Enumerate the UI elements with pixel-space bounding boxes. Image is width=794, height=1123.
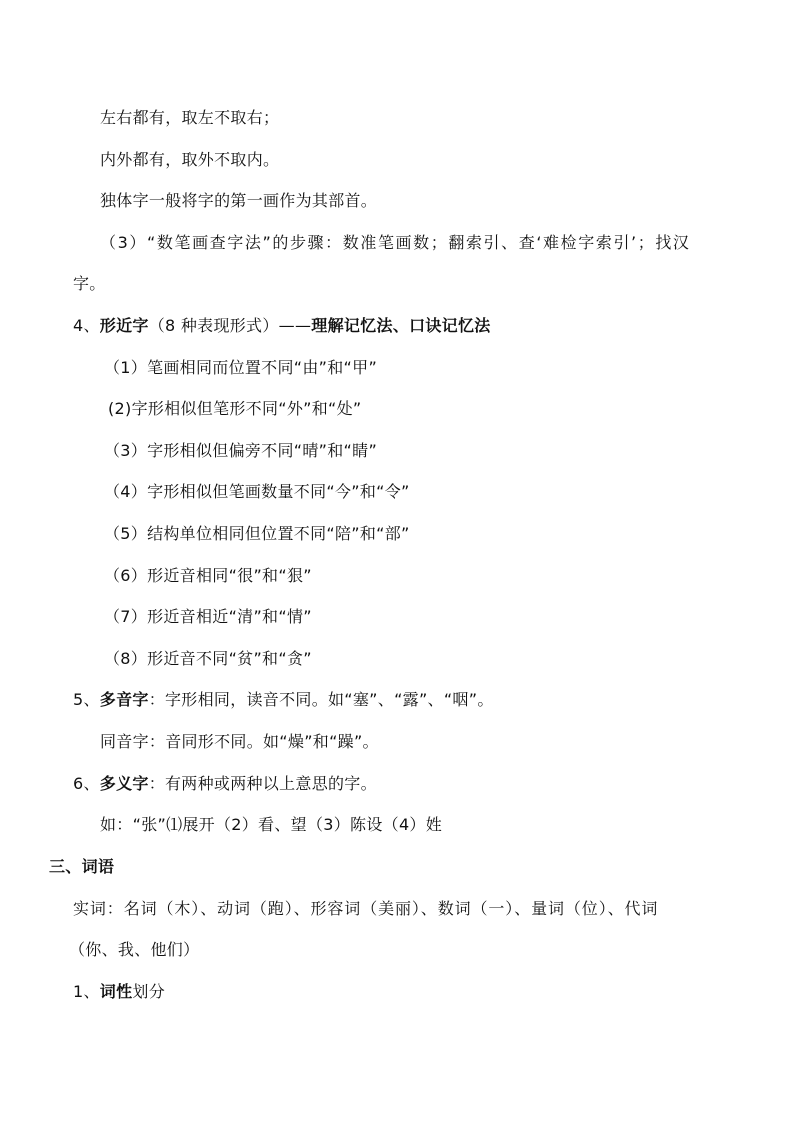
list-item: （3）字形相似但偏旁不同“晴”和“睛” bbox=[104, 441, 378, 460]
text-line-5: 字。 bbox=[73, 274, 106, 293]
list-item: （1）笔画相同而位置不同“由”和“甲” bbox=[104, 358, 378, 377]
list-item: （4）字形相似但笔画数量不同“今”和“令” bbox=[104, 482, 410, 501]
section-heading-6 bbox=[73, 773, 377, 795]
text-line-1: 左右都有，取左不取右； bbox=[100, 108, 280, 127]
list-item: （5）结构单位相同但位置不同“陪”和“部” bbox=[104, 524, 410, 543]
section-title-detail: （8 种表现形式）—— bbox=[148, 316, 312, 335]
list-item: （7）形近音相近“清”和“情” bbox=[104, 607, 312, 626]
text-line-21: （你、我、他们） bbox=[69, 940, 200, 959]
list-item: （6）形近音相同“很”和“狠” bbox=[104, 566, 312, 585]
section-title-bold: 多义字 bbox=[99, 774, 149, 793]
section-title-bold: 词性 bbox=[99, 982, 133, 1001]
section-heading-4 bbox=[73, 315, 491, 337]
section-title-method: 理解记忆法、口诀记忆法 bbox=[311, 316, 491, 335]
text-line-3: 独体字一般将字的第一画作为其部首。 bbox=[100, 191, 378, 210]
text-line-4: （3）“数笔画查字法”的步骤：数准笔画数；翻索引、查‘难检字索引’；找汉 bbox=[100, 233, 691, 252]
section-title-bold: 多音字 bbox=[99, 690, 149, 709]
list-item: （8）形近音不同“贫”和“贪” bbox=[104, 649, 312, 668]
section-number: 5、 bbox=[73, 690, 100, 709]
subsection-heading-1 bbox=[73, 981, 165, 1003]
text-line-20: 实词：名词（木）、动词（跑）、形容词（美丽）、数词（一）、量词（位）、代词 bbox=[73, 899, 659, 918]
section-description: ：字形相同，读音不同。如“塞”、“露”、“咽”。 bbox=[148, 690, 494, 709]
section-title-rest: 划分 bbox=[132, 982, 165, 1001]
list-item: (2)字形相似但笔形不同“外”和“处” bbox=[108, 399, 362, 418]
text-line-2: 内外都有，取外不取内。 bbox=[100, 150, 280, 169]
text-line-16: 同音字：音同形不同。如“燥”和“躁”。 bbox=[100, 732, 379, 751]
section-heading-5 bbox=[73, 689, 494, 711]
section-description: ：有两种或两种以上意思的字。 bbox=[148, 774, 377, 793]
section-title-bold: 形近字 bbox=[99, 316, 149, 335]
section-number: 6、 bbox=[73, 774, 100, 793]
section-number: 4、 bbox=[73, 316, 100, 335]
section-number: 1、 bbox=[73, 982, 100, 1001]
text-line-18: 如：“张”⑴展开（2）看、望（3）陈设（4）姓 bbox=[100, 815, 443, 834]
chapter-heading: 三、词语 bbox=[49, 857, 115, 876]
